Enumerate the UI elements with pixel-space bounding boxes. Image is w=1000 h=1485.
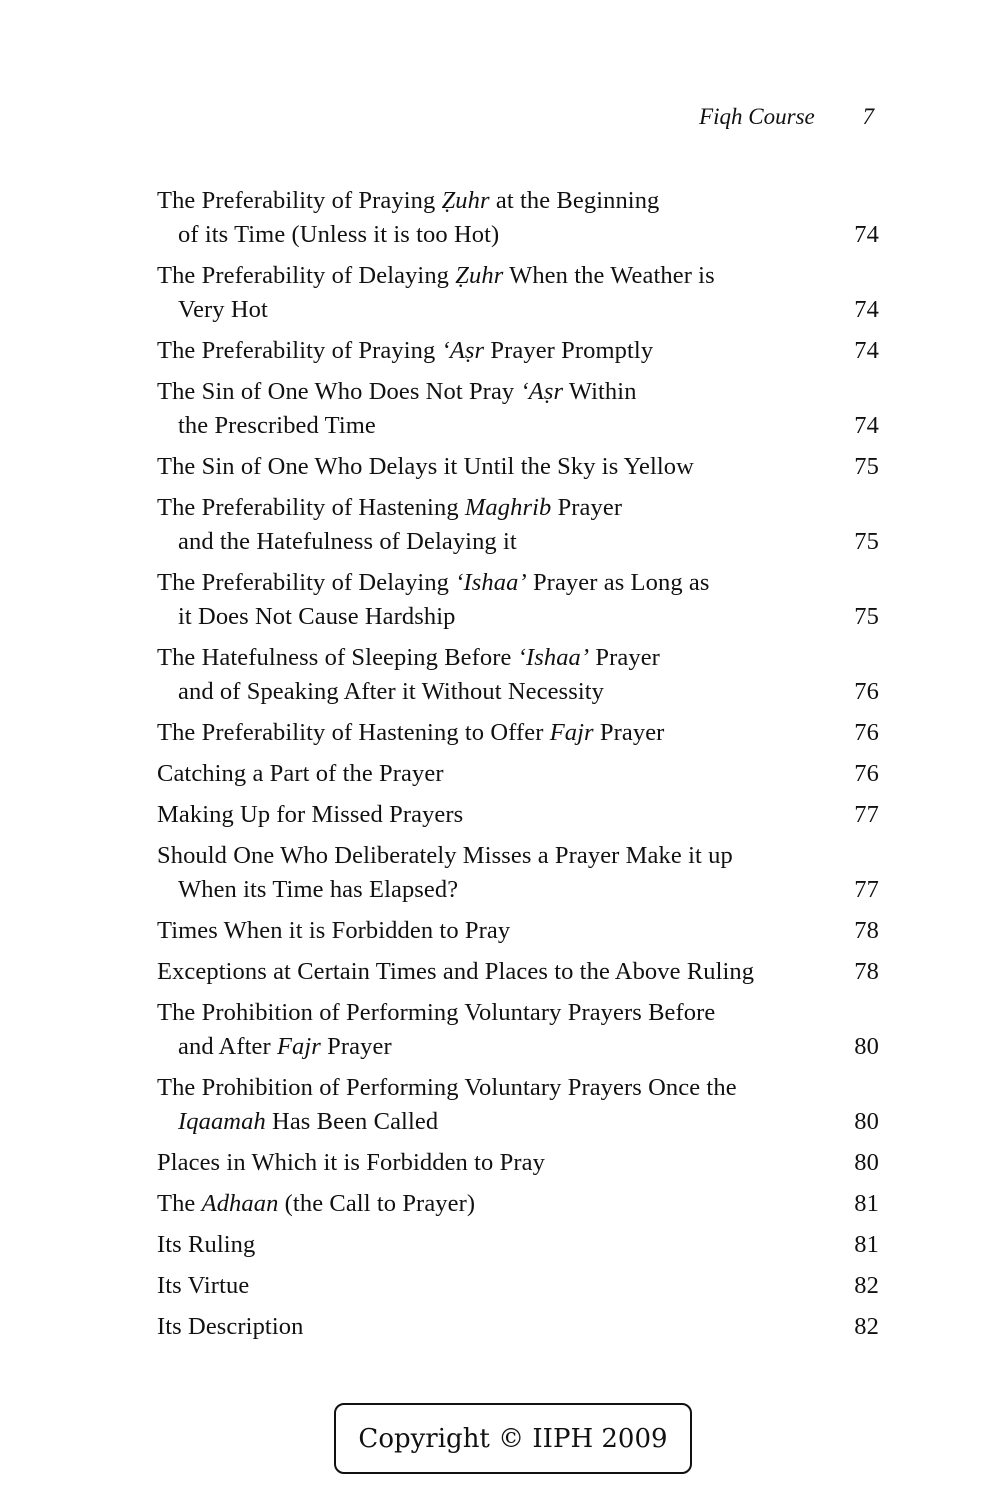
toc-entry-title: [157, 716, 879, 750]
toc-entry[interactable]: [157, 955, 879, 989]
toc-entry-first-line: [157, 757, 829, 791]
toc-entry[interactable]: [157, 450, 879, 484]
transliterated-term: Iqaamah: [178, 1108, 266, 1135]
toc-entry-page-number: 80: [854, 1149, 879, 1176]
toc-entry-title: [157, 839, 879, 907]
title-segment: and of Speaking After it Without Necessity: [178, 678, 604, 705]
toc-entry-title: [157, 955, 879, 989]
title-segment: The Hatefulness of Sleeping Before: [157, 644, 518, 671]
copyright-text: Copyright © IIPH 2009: [358, 1423, 668, 1454]
title-segment: The Preferability of Hastening to Offer: [157, 719, 550, 746]
toc-entry-first-line: [157, 375, 829, 409]
toc-entry-continuation-line: [157, 600, 829, 634]
toc-entry-page-number: 75: [854, 453, 879, 480]
toc-entry[interactable]: [157, 375, 879, 443]
toc-entry-page-number: 77: [854, 876, 879, 903]
toc-entry-first-line: [157, 1228, 829, 1262]
running-head-title: Fiqh Course: [699, 104, 815, 129]
toc-entry-first-line: [157, 566, 829, 600]
toc-entry-page-number: 75: [854, 603, 879, 630]
toc-entry-page-number: 76: [854, 678, 879, 705]
toc-entry-page-number: 81: [854, 1231, 879, 1258]
toc-entry[interactable]: [157, 914, 879, 948]
toc-entry-page-number: 74: [854, 412, 879, 439]
toc-entry[interactable]: [157, 334, 879, 368]
toc-entry-title: [157, 914, 879, 948]
toc-entry-title: [157, 334, 879, 368]
toc-entry-title: [157, 491, 879, 559]
toc-entry-page-number: 78: [854, 958, 879, 985]
title-segment: and After: [178, 1033, 277, 1060]
title-segment: Making Up for Missed Prayers: [157, 801, 464, 828]
title-segment: When the Weather is: [503, 262, 715, 289]
toc-entry-page-number: 77: [854, 801, 879, 828]
toc-entry[interactable]: [157, 716, 879, 750]
toc-entry[interactable]: [157, 996, 879, 1064]
toc-entry-title: [157, 450, 879, 484]
toc-entry-first-line: [157, 1071, 829, 1105]
title-segment: The Preferability of Praying: [157, 187, 442, 214]
transliterated-term: Adhaan: [201, 1190, 279, 1217]
toc-entry-first-line: [157, 839, 829, 873]
toc-entry-first-line: [157, 334, 829, 368]
title-segment: Within: [563, 378, 637, 405]
toc-entry-page-number: 74: [854, 296, 879, 323]
toc-entry-first-line: [157, 996, 829, 1030]
title-segment: The Preferability of Delaying: [157, 262, 456, 289]
toc-entry-first-line: [157, 450, 829, 484]
toc-entry-page-number: 76: [854, 760, 879, 787]
toc-entry-title: [157, 641, 879, 709]
title-segment: the Prescribed Time: [178, 412, 376, 439]
toc-entry-page-number: 78: [854, 917, 879, 944]
running-head: [699, 104, 874, 130]
transliterated-term: ‘Ishaa’: [517, 644, 590, 671]
title-segment: The Preferability of Hastening: [157, 494, 465, 521]
toc-entry[interactable]: [157, 1310, 879, 1344]
title-segment: of its Time (Unless it is too Hot): [178, 221, 500, 248]
title-segment: at the Beginning: [489, 187, 660, 214]
toc-entry[interactable]: [157, 491, 879, 559]
toc-entry-title: [157, 259, 879, 327]
toc-entry-first-line: [157, 1146, 829, 1180]
toc-entry-page-number: 81: [854, 1190, 879, 1217]
toc-entry-page-number: 80: [854, 1033, 879, 1060]
toc-entry[interactable]: [157, 1071, 879, 1139]
toc-entry-page-number: 82: [854, 1313, 879, 1340]
transliterated-term: Fajr: [276, 1033, 321, 1060]
title-segment: The Prohibition of Performing Voluntary Prayers Once the: [157, 1074, 737, 1101]
title-segment: Prayer: [589, 644, 660, 671]
title-segment: Times When it is Forbidden to Pray: [157, 917, 511, 944]
toc-entry-first-line: [157, 798, 829, 832]
toc-entry-title: [157, 757, 879, 791]
toc-entry-title: [157, 1146, 879, 1180]
toc-entry-continuation-line: [157, 873, 829, 907]
toc-entry-continuation-line: [157, 1105, 829, 1139]
toc-entry-page-number: 74: [854, 337, 879, 364]
title-segment: (the Call to Prayer): [278, 1190, 476, 1217]
toc-entry-title: [157, 798, 879, 832]
toc-entry-continuation-line: [157, 218, 829, 252]
toc-entry-continuation-line: [157, 409, 829, 443]
toc-entry-continuation-line: [157, 1030, 829, 1064]
title-segment: The: [157, 1190, 202, 1217]
transliterated-term: Ẓuhr: [455, 262, 504, 289]
toc-entry[interactable]: [157, 757, 879, 791]
toc-entry-continuation-line: [157, 675, 829, 709]
toc-entry-first-line: [157, 1310, 829, 1344]
title-segment: Its Description: [157, 1313, 304, 1340]
title-segment: The Sin of One Who Does Not Pray: [157, 378, 521, 405]
toc-entry-continuation-line: [157, 293, 829, 327]
toc-entry-first-line: [157, 955, 829, 989]
toc-entry[interactable]: [157, 1228, 879, 1262]
toc-entry[interactable]: [157, 1269, 879, 1303]
title-segment: Very Hot: [178, 296, 268, 323]
transliterated-term: Maghrib: [464, 494, 552, 521]
toc-entry-first-line: [157, 1269, 829, 1303]
toc-entry-first-line: [157, 914, 829, 948]
toc-entry-page-number: 82: [854, 1272, 879, 1299]
toc-entry[interactable]: [157, 1187, 879, 1221]
title-segment: Its Virtue: [157, 1272, 250, 1299]
toc-entry-title: [157, 1187, 879, 1221]
toc-entry-title: [157, 1310, 879, 1344]
title-segment: Prayer: [551, 494, 623, 521]
toc-entry[interactable]: [157, 184, 879, 252]
toc-entry-first-line: [157, 1187, 829, 1221]
title-segment: The Sin of One Who Delays it Until the Sky is Yellow: [157, 453, 694, 480]
copyright-notice: [334, 1403, 692, 1474]
toc-entry-page-number: 75: [854, 528, 879, 555]
toc-entry-title: [157, 1071, 879, 1139]
title-segment: it Does Not Cause Hardship: [178, 603, 456, 630]
title-segment: When its Time has Elapsed?: [178, 876, 459, 903]
toc-entry[interactable]: [157, 839, 879, 907]
toc-entry-title: [157, 184, 879, 252]
toc-entry-first-line: [157, 184, 829, 218]
title-segment: Prayer as Long as: [526, 569, 710, 596]
toc-entry-first-line: [157, 641, 829, 675]
title-segment: Prayer: [593, 719, 665, 746]
title-segment: and the Hatefulness of Delaying it: [178, 528, 517, 555]
toc-entry-first-line: [157, 716, 829, 750]
toc-entry-title: [157, 566, 879, 634]
title-segment: Places in Which it is Forbidden to Pray: [157, 1149, 545, 1176]
toc-entry[interactable]: [157, 641, 879, 709]
toc-entry-page-number: 80: [854, 1108, 879, 1135]
transliterated-term: ‘Ishaa’: [455, 569, 527, 596]
toc-entry-page-number: 76: [854, 719, 879, 746]
toc-entry-first-line: [157, 491, 829, 525]
title-segment: Should One Who Deliberately Misses a Prayer Make it up: [157, 842, 733, 869]
toc-entry-continuation-line: [157, 525, 829, 559]
toc-entry[interactable]: [157, 566, 879, 634]
transliterated-term: ‘Aṣr: [520, 378, 564, 405]
title-segment: The Prohibition of Performing Voluntary Prayers Before: [157, 999, 716, 1026]
title-segment: Its Ruling: [157, 1231, 256, 1258]
toc-entry[interactable]: [157, 798, 879, 832]
title-segment: Has Been Called: [265, 1108, 439, 1135]
title-segment: The Preferability of Delaying: [157, 569, 456, 596]
transliterated-term: ‘Aṣr: [441, 337, 485, 364]
table-of-contents: [157, 184, 879, 1351]
toc-entry-title: [157, 1228, 879, 1262]
toc-entry[interactable]: [157, 1146, 879, 1180]
page-number: 7: [862, 104, 874, 129]
title-segment: Prayer: [320, 1033, 392, 1060]
toc-entry-title: [157, 996, 879, 1064]
title-segment: Catching a Part of the Prayer: [157, 760, 444, 787]
toc-entry-page-number: 74: [854, 221, 879, 248]
transliterated-term: Fajr: [549, 719, 594, 746]
transliterated-term: Ẓuhr: [441, 187, 490, 214]
title-segment: Prayer Promptly: [484, 337, 654, 364]
toc-entry-title: [157, 375, 879, 443]
toc-entry-title: [157, 1269, 879, 1303]
toc-entry[interactable]: [157, 259, 879, 327]
title-segment: Exceptions at Certain Times and Places to the Above Ruling: [157, 958, 755, 985]
toc-entry-first-line: [157, 259, 829, 293]
title-segment: The Preferability of Praying: [157, 337, 442, 364]
